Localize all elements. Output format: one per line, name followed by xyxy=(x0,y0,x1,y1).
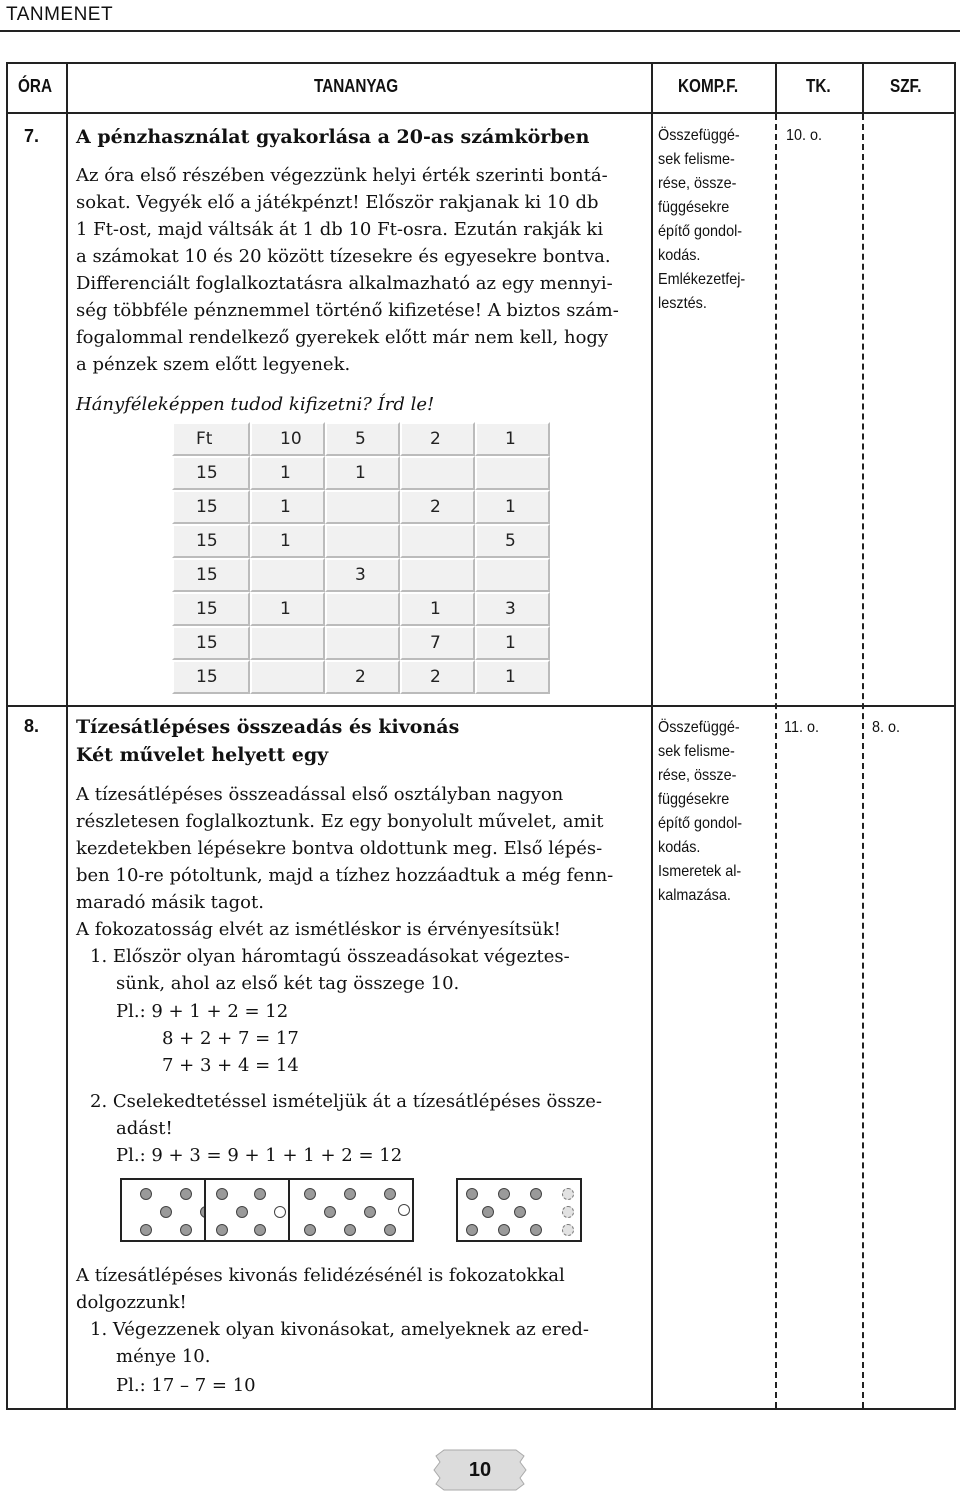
lesson-7-task: Hányféleképpen tudod kifizetni? Írd le! xyxy=(76,394,435,415)
komp-line: függésekre xyxy=(658,791,730,808)
grid-cell: 2 xyxy=(325,660,400,694)
dot xyxy=(160,1206,172,1218)
grid-cell: 15 xyxy=(172,490,250,524)
grid-cell xyxy=(400,524,475,558)
text-line: ben 10-re pótoltunk, majd a tízhez hozzáadtuk a még fenn- xyxy=(76,865,614,886)
payment-grid xyxy=(172,422,550,694)
grid-cell xyxy=(325,524,400,558)
lesson-8-szf: 8. o. xyxy=(872,719,901,736)
grid-cell: 15 xyxy=(172,456,250,490)
grid-cell: 15 xyxy=(172,592,250,626)
text-line: a számokat 10 és 20 között tízesekre és egyesekre bontva. xyxy=(76,246,611,267)
column-dash-szf xyxy=(862,114,864,1408)
komp-line: függésekre xyxy=(658,199,730,216)
dot xyxy=(254,1224,266,1236)
grid-cell xyxy=(325,490,400,524)
grid-cell: 1 xyxy=(325,456,400,490)
example-line: 8 + 2 + 7 = 17 xyxy=(162,1028,299,1049)
grid-cell: 5 xyxy=(475,524,550,558)
dot xyxy=(384,1224,396,1236)
lesson-8-kivonas xyxy=(76,1262,646,1316)
komp-line: Összefüggé- xyxy=(658,719,740,736)
text-line: 1. Végezzenek olyan kivonásokat, amelyeknek az ered- xyxy=(90,1319,590,1340)
dot xyxy=(498,1188,510,1200)
dot xyxy=(216,1224,228,1236)
grid-cell: 15 xyxy=(172,626,250,660)
text-line: fogalommal rendelkező gyerekek előtt már nem kell, hogy xyxy=(76,327,609,348)
komp-line: rése, össze- xyxy=(658,175,737,192)
column-header-tananyag: TANANYAG xyxy=(314,76,399,96)
grid-row xyxy=(172,660,550,694)
text-line: dolgozzunk! xyxy=(76,1292,187,1313)
komp-line: sek felisme- xyxy=(658,151,735,168)
page-number-badge xyxy=(432,1448,528,1492)
example-line: Pl.: 17 – 7 = 10 xyxy=(116,1375,256,1396)
dot xyxy=(180,1188,192,1200)
column-dash-tk xyxy=(775,114,777,1408)
komp-line: Ismeretek al- xyxy=(658,863,742,880)
dot-box-4 xyxy=(456,1178,582,1242)
grid-cell: 7 xyxy=(400,626,475,660)
grid-cell: 15 xyxy=(172,558,250,592)
dot xyxy=(304,1188,316,1200)
grid-cell: 1 xyxy=(475,490,550,524)
komp-line: rése, össze- xyxy=(658,767,737,784)
grid-cell: 2 xyxy=(400,660,475,694)
dot xyxy=(324,1206,336,1218)
text-line: ség többféle pénznemmel történő kifizetése! A biztos szám- xyxy=(76,300,619,321)
komp-line: kodás. xyxy=(658,247,701,264)
grid-cell: 5 xyxy=(325,422,400,456)
grid-row xyxy=(172,592,550,626)
grid-cell: 1 xyxy=(400,592,475,626)
komp-line: kodás. xyxy=(658,839,701,856)
grid-cell: 1 xyxy=(475,660,550,694)
column-header-tk: TK. xyxy=(806,76,831,96)
header-row-rule xyxy=(6,112,956,114)
text-line: A tízesátlépéses összeadással első osztályban nagyon xyxy=(76,784,564,805)
grid-row xyxy=(172,456,550,490)
text-line: 1 Ft-ost, majd váltsák át 1 db 10 Ft-osra. Ezután rakják ki xyxy=(76,219,604,240)
grid-cell: 1 xyxy=(475,422,550,456)
grid-cell: 2 xyxy=(400,422,475,456)
lesson-7-title: A pénzhasználat gyakorlása a 20-as számkörben xyxy=(76,126,590,148)
lesson-8-step-2 xyxy=(90,1088,646,1142)
komp-line: Emlékezetfej- xyxy=(658,271,746,288)
dot xyxy=(398,1204,410,1216)
dot xyxy=(530,1224,542,1236)
grid-cell: 1 xyxy=(250,456,325,490)
text-line: sünk, ahol az első két tag összege 10. xyxy=(116,973,460,994)
grid-cell xyxy=(250,660,325,694)
text-line: A fokozatosság elvét az ismétléskor is érvényesítsük! xyxy=(76,919,561,940)
dot xyxy=(466,1224,478,1236)
text-line: maradó másik tagot. xyxy=(76,892,264,913)
grid-cell: 1 xyxy=(250,592,325,626)
dot xyxy=(562,1188,574,1200)
example-line: 7 + 3 + 4 = 14 xyxy=(162,1055,299,1076)
lesson-row-divider xyxy=(6,705,956,707)
grid-cell xyxy=(400,558,475,592)
grid-cell: 3 xyxy=(475,592,550,626)
komp-line: építő gondol- xyxy=(658,223,743,240)
grid-cell: 1 xyxy=(475,626,550,660)
grid-cell xyxy=(250,558,325,592)
text-line: kezdetekben lépésekre bontva oldottunk meg. Első lépés- xyxy=(76,838,603,859)
komp-line: kalmazása. xyxy=(658,887,731,904)
grid-row xyxy=(172,626,550,660)
dot xyxy=(304,1224,316,1236)
grid-cell: 15 xyxy=(172,524,250,558)
komp-line: lesztés. xyxy=(658,295,707,312)
text-line: 1. Először olyan háromtagú összeadásokat végeztes- xyxy=(90,946,570,967)
lesson-7-number: 7. xyxy=(24,126,40,146)
dot xyxy=(344,1224,356,1236)
page-header-title: TANMENET xyxy=(6,4,114,25)
lesson-8-text xyxy=(76,781,646,943)
dot xyxy=(274,1206,286,1218)
lesson-8-step-1 xyxy=(90,943,646,997)
text-line: Az óra első részében végezzünk helyi érték szerinti bontá- xyxy=(76,165,608,186)
grid-cell xyxy=(325,592,400,626)
column-rule-ora xyxy=(66,62,68,1410)
grid-row xyxy=(172,558,550,592)
dot xyxy=(254,1188,266,1200)
dot xyxy=(384,1188,396,1200)
text-line: 2. Cselekedtetéssel ismételjük át a tízesátlépéses össze- xyxy=(90,1091,603,1112)
grid-cell xyxy=(250,626,325,660)
dot xyxy=(140,1224,152,1236)
example-line: Pl.: 9 + 1 + 2 = 12 xyxy=(116,1001,289,1022)
lesson-7-komp xyxy=(658,124,745,316)
grid-cell: 10 xyxy=(250,422,325,456)
dot xyxy=(180,1224,192,1236)
column-header-szf: SZF. xyxy=(890,76,922,96)
text-line: részletesen foglalkoztunk. Ez egy bonyolult művelet, amit xyxy=(76,811,604,832)
dot xyxy=(530,1188,542,1200)
lesson-8-tk: 11. o. xyxy=(784,719,819,736)
dot xyxy=(344,1188,356,1200)
grid-cell xyxy=(475,456,550,490)
column-rule-tk xyxy=(775,62,777,112)
text-line: adást! xyxy=(116,1118,173,1139)
dot-box-3 xyxy=(288,1178,414,1242)
lesson-8-title: Tízesátlépéses összeadás és kivonás xyxy=(76,716,460,738)
dot xyxy=(498,1224,510,1236)
dot xyxy=(562,1206,574,1218)
dot xyxy=(140,1188,152,1200)
example-line: Pl.: 9 + 3 = 9 + 1 + 1 + 2 = 12 xyxy=(116,1145,403,1166)
komp-line: sek felisme- xyxy=(658,743,735,760)
text-line: ménye 10. xyxy=(116,1346,211,1367)
komp-line: építő gondol- xyxy=(658,815,743,832)
text-line: Differenciált foglalkoztatásra alkalmazható az egy mennyi- xyxy=(76,273,613,294)
dot xyxy=(514,1206,526,1218)
grid-cell: 2 xyxy=(400,490,475,524)
dot xyxy=(364,1206,376,1218)
text-line: A tízesátlépéses kivonás felidézésénél is fokozatokkal xyxy=(76,1265,565,1286)
grid-cell: 15 xyxy=(172,660,250,694)
grid-cell: 1 xyxy=(250,524,325,558)
column-header-komp: KOMP.F. xyxy=(678,76,739,96)
page-number: 10 xyxy=(468,1458,492,1481)
column-rule-szf xyxy=(862,62,864,112)
dot xyxy=(482,1206,494,1218)
dot xyxy=(216,1188,228,1200)
lesson-7-text xyxy=(76,162,646,378)
grid-cell xyxy=(475,558,550,592)
grid-row xyxy=(172,490,550,524)
lesson-8-number: 8. xyxy=(24,716,40,736)
text-line: sokat. Vegyék elő a játékpénzt! Először rakjanak ki 10 db xyxy=(76,192,599,213)
grid-header-row xyxy=(172,422,550,456)
grid-cell: 3 xyxy=(325,558,400,592)
column-rule-komp xyxy=(651,62,653,1410)
dot xyxy=(236,1206,248,1218)
grid-cell: Ft xyxy=(172,422,250,456)
lesson-8-kstep-1 xyxy=(90,1316,646,1370)
grid-row xyxy=(172,524,550,558)
dot xyxy=(466,1188,478,1200)
grid-cell: 1 xyxy=(250,490,325,524)
header-rule xyxy=(0,30,960,32)
text-line: a pénzek szem előtt legyenek. xyxy=(76,354,351,375)
dot xyxy=(562,1224,574,1236)
column-header-ora: ÓRA xyxy=(18,76,52,96)
lesson-8-komp xyxy=(658,716,742,908)
grid-cell xyxy=(400,456,475,490)
lesson-7-tk: 10. o. xyxy=(786,127,823,144)
grid-cell xyxy=(325,626,400,660)
komp-line: Összefüggé- xyxy=(658,127,740,144)
lesson-8-subtitle: Két művelet helyett egy xyxy=(76,744,329,766)
